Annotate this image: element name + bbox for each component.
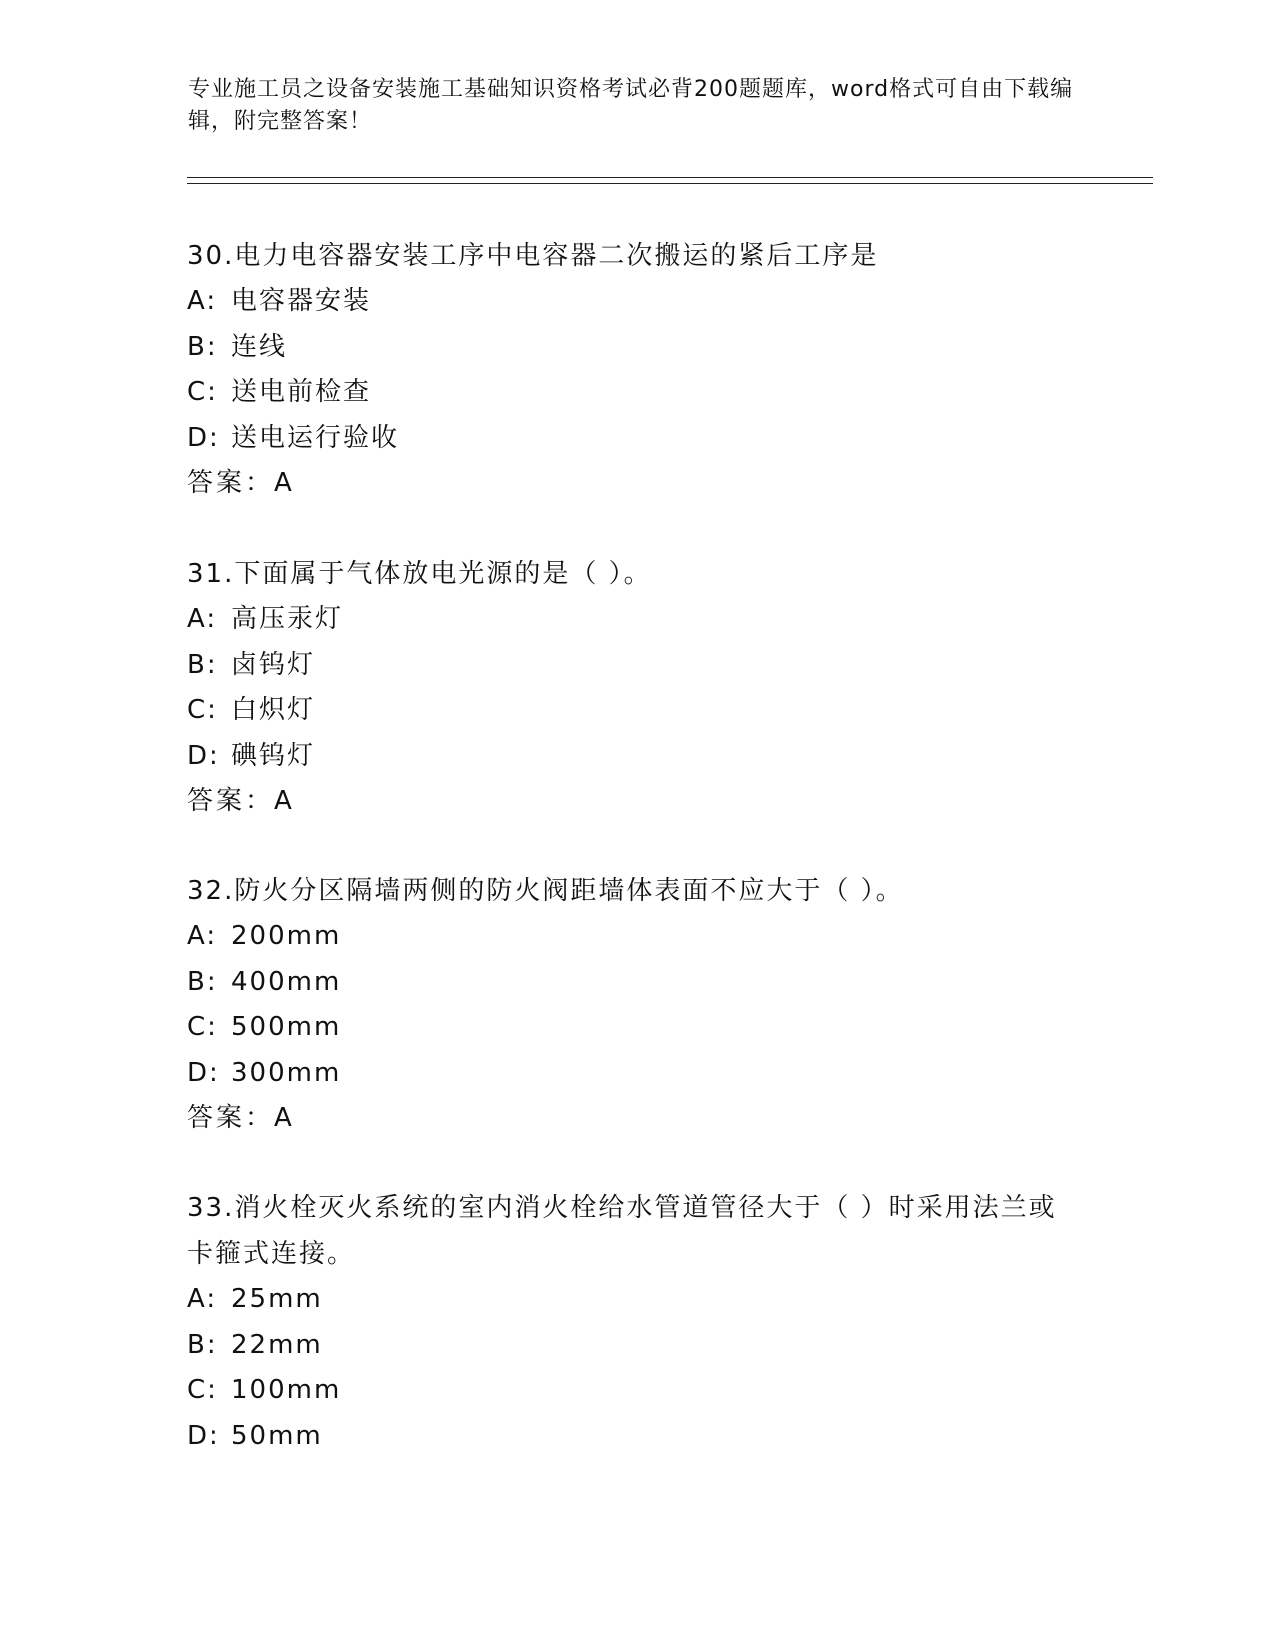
option-letter: B:	[187, 649, 218, 680]
question-text: 消火栓灭火系统的室内消火栓给水管道管径大于（ ）时采用法兰或卡箍式连接。	[187, 1193, 1057, 1269]
option-letter: A:	[187, 286, 218, 316]
answer-label: 答案：	[187, 468, 275, 498]
option-c	[187, 370, 1087, 416]
option-text: 高压汞灯	[231, 604, 344, 634]
option-text: 白炽灯	[231, 695, 316, 725]
option-letter: A:	[187, 604, 218, 634]
answer-value: A	[274, 1103, 294, 1133]
question-number: 32.	[187, 876, 235, 906]
option-c	[187, 688, 1087, 734]
option-d	[187, 1051, 1087, 1097]
option-b	[187, 960, 1087, 1006]
option-a	[187, 597, 1087, 643]
option-letter: C:	[187, 695, 218, 725]
option-letter: C:	[187, 1375, 218, 1405]
option-letter: D:	[187, 422, 220, 453]
answer-line	[187, 461, 1087, 507]
option-d	[187, 734, 1087, 780]
question-text: 下面属于气体放电光源的是（ ）。	[234, 559, 652, 589]
option-text: 200mm	[231, 921, 342, 951]
option-letter: C:	[187, 1012, 218, 1042]
header-double-rule	[187, 177, 1153, 184]
option-c	[187, 1368, 1057, 1414]
option-letter: D:	[187, 1420, 220, 1451]
question-number: 31.	[187, 559, 235, 589]
answer-value: A	[274, 786, 294, 816]
option-letter: D:	[187, 1057, 220, 1088]
option-letter: B:	[187, 1329, 218, 1360]
question-stem	[187, 1185, 1057, 1277]
option-text: 送电前检查	[231, 377, 372, 407]
option-b	[187, 643, 1087, 689]
answer-value: A	[274, 468, 294, 498]
option-letter: B:	[187, 966, 218, 997]
option-text: 卤钨灯	[231, 649, 316, 680]
question-stem	[187, 868, 1087, 914]
option-text: 电容器安装	[231, 286, 372, 316]
question-text: 电力电容器安装工序中电容器二次搬运的紧后工序是	[234, 241, 879, 271]
option-d	[187, 1414, 1057, 1460]
question-30	[187, 233, 1087, 507]
answer-line	[187, 1096, 1087, 1142]
option-text: 300mm	[231, 1057, 342, 1088]
option-text: 连线	[231, 331, 288, 362]
option-text: 400mm	[231, 966, 342, 997]
option-d	[187, 416, 1087, 462]
option-letter: D:	[187, 740, 220, 771]
option-c	[187, 1005, 1087, 1051]
option-letter: A:	[187, 1284, 218, 1314]
question-stem	[187, 551, 1087, 597]
option-letter: A:	[187, 921, 218, 951]
answer-label: 答案：	[187, 786, 275, 816]
answer-line	[187, 779, 1087, 825]
option-letter: C:	[187, 377, 218, 407]
option-text: 22mm	[231, 1329, 323, 1360]
option-text: 100mm	[231, 1375, 342, 1405]
option-a	[187, 279, 1087, 325]
option-text: 50mm	[231, 1420, 323, 1451]
option-text: 25mm	[231, 1284, 323, 1314]
option-b	[187, 325, 1087, 371]
question-number: 30.	[187, 241, 235, 271]
question-number: 33.	[187, 1193, 235, 1223]
question-33	[187, 1185, 1057, 1459]
option-text: 碘钨灯	[231, 740, 316, 771]
question-stem	[187, 233, 1087, 279]
option-text: 送电运行验收	[231, 422, 400, 453]
option-b	[187, 1323, 1057, 1369]
option-text: 500mm	[231, 1012, 342, 1042]
question-31	[187, 551, 1087, 825]
answer-label: 答案：	[187, 1103, 275, 1133]
document-header: 专业施工员之设备安装施工基础知识资格考试必背200题题库，word格式可自由下载编辑，附完整答案！	[188, 77, 1074, 134]
question-text: 防火分区隔墙两侧的防火阀距墙体表面不应大于（ ）。	[234, 876, 904, 906]
option-a	[187, 914, 1087, 960]
option-letter: B:	[187, 331, 218, 362]
question-32	[187, 868, 1087, 1142]
option-a	[187, 1277, 1057, 1323]
